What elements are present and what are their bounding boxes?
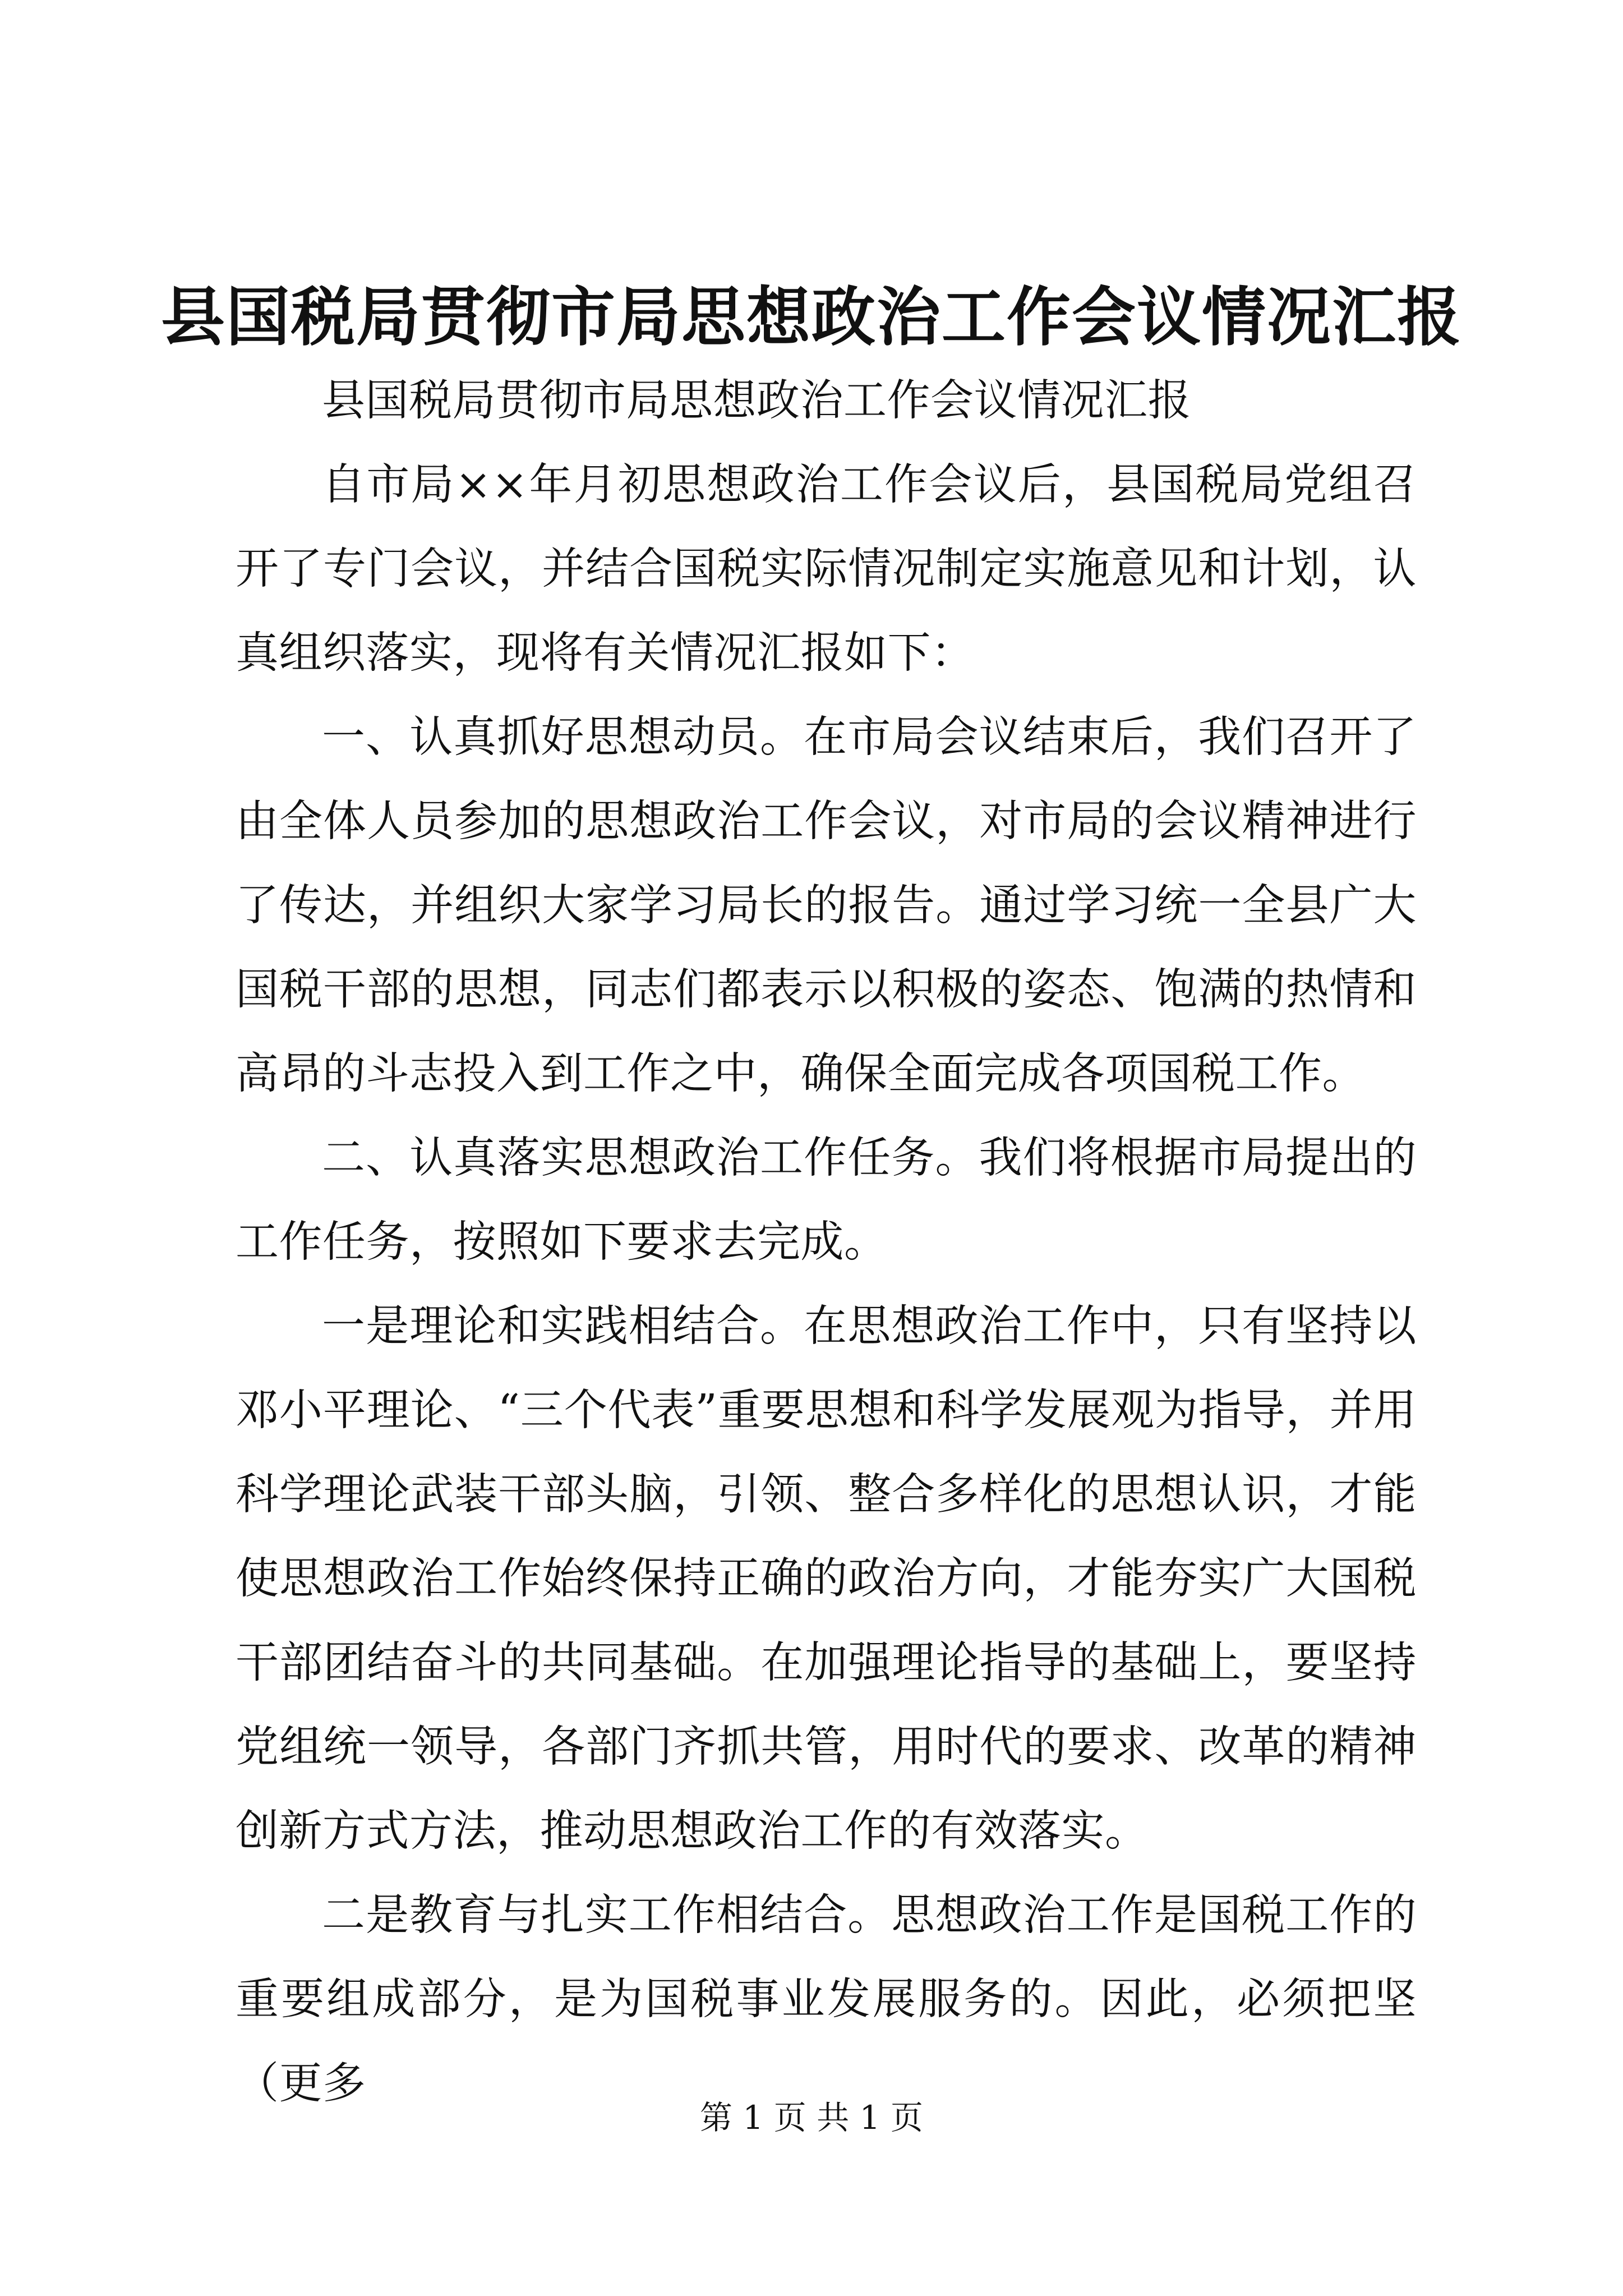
paragraph-section-2: 二、认真落实思想政治工作任务。我们将根据市局提出的工作任务，按照如下要求去完成。 (236, 1133, 1417, 1267)
page-footer: 第 1 页 共 1 页 (700, 2099, 923, 2137)
document-body (236, 359, 1417, 2126)
document-title: 县国税局贯彻市局思想政治工作会议情况汇报 (160, 279, 1462, 355)
paragraph-subtitle: 县国税局贯彻市局思想政治工作会议情况汇报 (322, 376, 1191, 426)
paragraph-point-1: 一是理论和实践相结合。在思想政治工作中，只有坚持以邓小平理论、“三个代表”重要思想和科学发展观为指导，并用科学理论武装干部头脑，引领、整合多样化的思想认识，才能使思想政治工作始终保持正确的政治方向，才能夯实广大国税干部团结奋斗的共同基础。在加强理论指导的基础上，要坚持党组统一领导，各部门齐抓共管，用时代的要求、改革的精神创新方式方法，推动思想政治工作的有效落实。 (236, 1301, 1417, 1856)
paragraph-intro: 自市局××年月初思想政治工作会议后，县国税局党组召开了专门会议，并结合国税实际情况制定实施意见和计划，认真组织落实，现将有关情况汇报如下： (236, 460, 1417, 678)
paragraph-section-1: 一、认真抓好思想动员。在市局会议结束后，我们召开了由全体人员参加的思想政治工作会议，对市局的会议精神进行了传达，并组织大家学习局长的报告。通过学习统一全县广大国税干部的思想，同志们都表示以积极的姿态、饱满的热情和高昂的斗志投入到工作之中，确保全面完成各项国税工作。 (236, 712, 1417, 1099)
paragraph-point-2: 二是教育与扎实工作相结合。思想政治工作是国税工作的重要组成部分，是为国税事业发展服务的。因此，必须把坚（更多 (236, 1890, 1417, 2109)
